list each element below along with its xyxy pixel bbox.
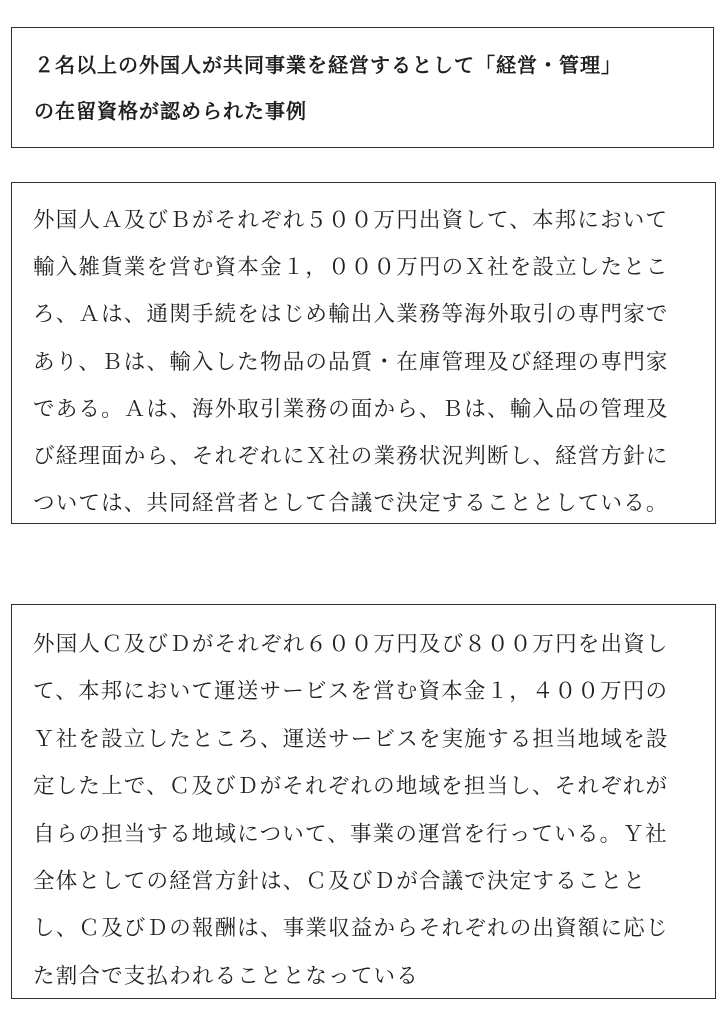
case-a-line-5: である。Ａは、海外取引業務の面から、Ｂは、輸入品の管理及 [33, 396, 669, 422]
case-a-line-1: 外国人Ａ及びＢがそれぞれ５００万円出資して、本邦において [33, 208, 669, 233]
case-b-line-5: 自らの担当する地域について、事業の運営を行っている。Ｙ社 [33, 821, 668, 847]
case-a-line-4: あり、Ｂは、輸入した物品の品質・在庫管理及び経理の専門家 [33, 349, 669, 375]
title-line-1: ２名以上の外国人が共同事業を経営するとして「経営・管理」 [34, 53, 622, 77]
title-line-2: の在留資格が認められた事例 [34, 99, 307, 123]
case-b-line-1: 外国人Ｃ及びＤがそれぞれ６００万円及び８００万円を出資し [33, 632, 669, 657]
case-a-line-7: ついては、共同経営者として合議で決定することとしている。 [33, 491, 669, 517]
title-box [11, 27, 714, 148]
case-a-line-6: び経理面から、それぞれにＸ社の業務状況判断し、経営方針に [33, 444, 669, 470]
case-b-line-8: た割合で支払われることとなっている [33, 963, 419, 989]
case-b-line-2: て、本邦において運送サービスを営む資本金１，４００万円の [33, 679, 669, 705]
case-b-box [11, 604, 716, 999]
case-a-box [11, 182, 716, 524]
case-a-line-2: 輸入雑貨業を営む資本金１，０００万円のＸ社を設立したとこ [33, 255, 669, 281]
case-b-line-7: し、Ｃ及びＤの報酬は、事業収益からそれぞれの出資額に応じ [33, 916, 669, 942]
case-a-line-3: ろ、Ａは、通関手続をはじめ輸出入業務等海外取引の専門家で [33, 302, 669, 328]
case-b-line-4: 定した上で、Ｃ及びＤがそれぞれの地域を担当し、それぞれが [33, 774, 669, 800]
case-b-line-6: 全体としての経営方針は、Ｃ及びＤが合議で決定することと [33, 869, 646, 895]
case-b-line-3: Ｙ社を設立したところ、運送サービスを実施する担当地域を設 [33, 726, 669, 752]
